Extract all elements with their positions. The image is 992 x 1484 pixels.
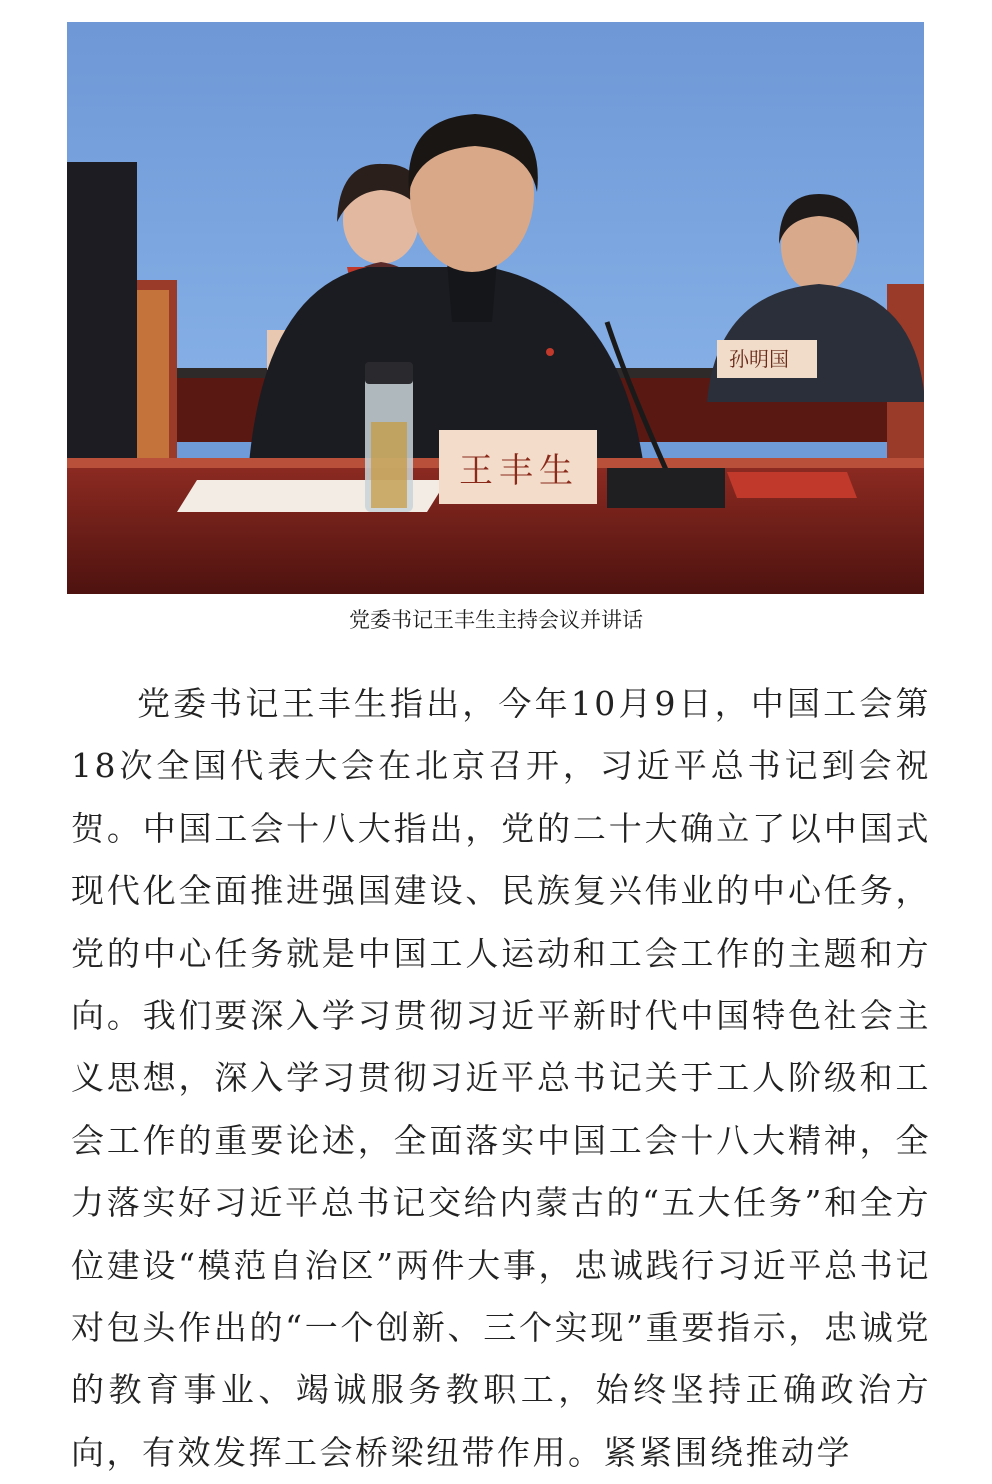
meeting-photo-illustration bbox=[67, 22, 924, 594]
photo-caption: 党委书记王丰生主持会议并讲话 bbox=[349, 608, 643, 632]
meeting-photo bbox=[67, 22, 924, 594]
svg-text:王丰生: 王丰生 bbox=[459, 451, 579, 491]
article-paragraph: 党委书记王丰生指出，今年10月9日，中国工会第18次全国代表大会在北京召开，习近平总书记到会祝贺。中国工会十八大指出，党的二十大确立了以中国式现代化全面推进强国建设、民族复兴伟业的中心任务，党的中心任务就是中国工人运动和工会工作的主题和方向。我们要深入学习贯彻习近平新时代中国特色社会主义思想，深入学习贯彻习近平总书记关于工人阶级和工会工作的重要论述，全面落实中国工会十八大精神，全力落实好习近平总书记交给内蒙古的“五大任务”和全方位建设“模范自治区”两件大事，忠诚践行习近平总书记对包头作出的“一个创新、三个实现”重要指示，忠诚党的教育事业、竭诚服务教职工，始终坚持正确政治方向，有效发挥工会桥梁纽带作用。紧紧围绕推动学 bbox=[71, 684, 931, 1472]
party-badge bbox=[546, 348, 554, 356]
svg-text:孙明国: 孙明国 bbox=[729, 347, 789, 371]
